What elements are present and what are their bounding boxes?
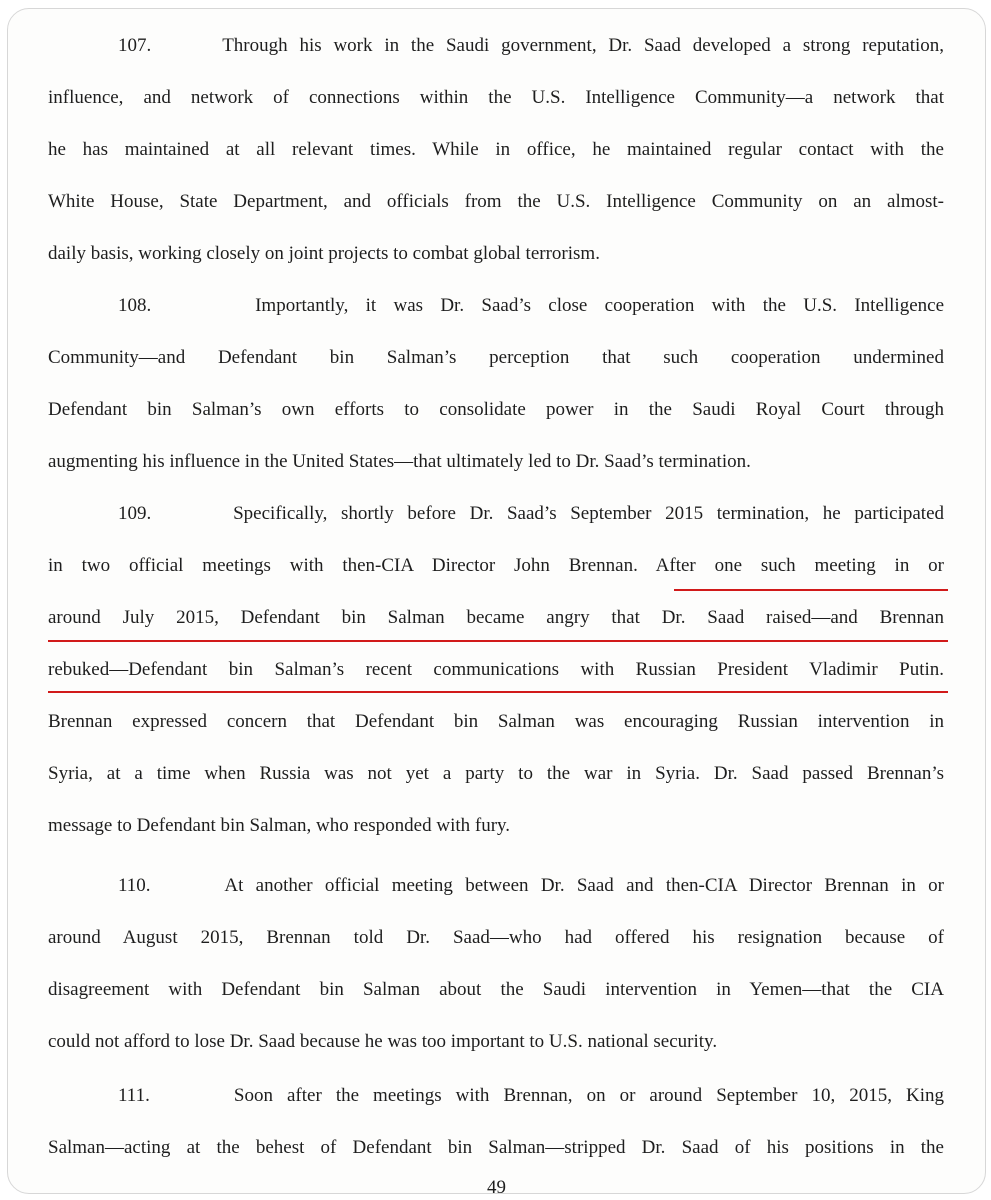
paragraph-110-line-3: disagreement with Defendant bin Salman about the Saudi intervention in Yemen—that the CIA (48, 979, 944, 1000)
text-line: At another official meeting between Dr. Saad and then-CIA Director Brennan in or (224, 875, 945, 896)
paragraph-109-line-3: around July 2015, Defendant bin Salman became angry that Dr. Saad raised—and Brennan (48, 607, 944, 628)
red-underline-1 (674, 589, 948, 591)
paragraph-109-line-2: in two official meetings with then-CIA Director John Brennan. After one such meeting in or (48, 555, 944, 576)
paragraph-number: 109. (118, 503, 152, 524)
paragraph-108-line-1 (118, 280, 944, 332)
paragraph-number: 108. (118, 295, 152, 316)
paragraph-107-line-4: White House, State Department, and officials from the U.S. Intelligence Community on an almost- (48, 191, 944, 212)
text-line: Importantly, it was Dr. Saad’s close cooperation with the U.S. Intelligence (255, 295, 945, 316)
red-underline-3 (48, 691, 948, 693)
text-line: Specifically, shortly before Dr. Saad’s September 2015 termination, he participated (233, 503, 945, 524)
paragraph-110-line-2: around August 2015, Brennan told Dr. Saad—who had offered his resignation because of (48, 927, 944, 948)
paragraph-109-line-7: message to Defendant bin Salman, who responded with fury. (48, 815, 511, 836)
paragraph-111-line-1 (118, 1070, 944, 1122)
paragraph-110-line-1 (118, 860, 944, 912)
paragraph-108-line-3: Defendant bin Salman’s own efforts to consolidate power in the Saudi Royal Court through (48, 399, 944, 420)
paragraph-109-line-4: rebuked—Defendant bin Salman’s recent communications with Russian President Vladimir Putin. (48, 659, 944, 680)
paragraph-108-line-4: augmenting his influence in the United States—that ultimately led to Dr. Saad’s termination. (48, 451, 751, 472)
paragraph-number: 107. (118, 35, 152, 56)
paragraph-number: 111. (118, 1085, 150, 1106)
document-page (7, 8, 986, 1194)
red-underline-2 (48, 640, 948, 642)
paragraph-107-line-3: he has maintained at all relevant times. While in office, he maintained regular contact with the (48, 139, 944, 160)
text-line: Soon after the meetings with Brennan, on or around September 10, 2015, King (233, 1085, 944, 1106)
text-line: Through his work in the Saudi government, Dr. Saad developed a strong reputation, (222, 35, 944, 56)
paragraph-111-line-2: Salman—acting at the behest of Defendant bin Salman—stripped Dr. Saad of his positions in the (48, 1137, 944, 1158)
paragraph-107-line-1 (118, 20, 944, 72)
page-number: 49 (487, 1177, 506, 1194)
paragraph-107-line-5: daily basis, working closely on joint projects to combat global terrorism. (48, 243, 600, 264)
paragraph-109-line-1 (118, 488, 944, 540)
paragraph-number: 110. (118, 875, 151, 896)
paragraph-108-line-2: Community—and Defendant bin Salman’s perception that such cooperation undermined (48, 347, 944, 368)
paragraph-107-line-2: influence, and network of connections within the U.S. Intelligence Community—a network that (48, 87, 944, 108)
paragraph-109-line-5: Brennan expressed concern that Defendant bin Salman was encouraging Russian intervention in (48, 711, 944, 732)
paragraph-109-line-6: Syria, at a time when Russia was not yet a party to the war in Syria. Dr. Saad passed Brennan’s (48, 763, 944, 784)
paragraph-110-line-4: could not afford to lose Dr. Saad because he was too important to U.S. national security. (48, 1031, 718, 1052)
